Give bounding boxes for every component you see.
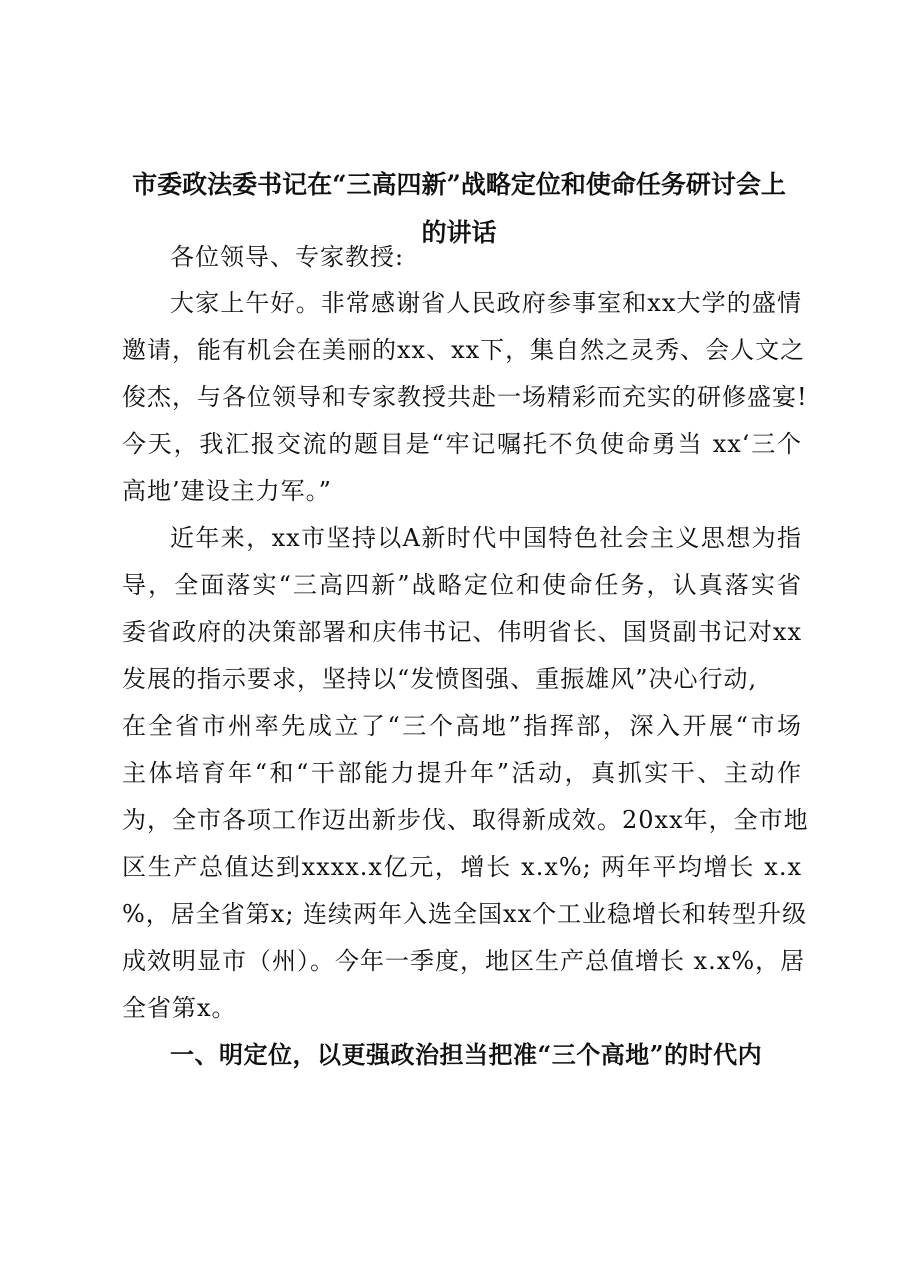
paragraph-1-line-2: 邀请，能有机会在美丽的xx、xx下，集自然之灵秀、会人文之 (122, 336, 806, 364)
paragraph-1-line-3: 俊杰，与各位领导和专家教授共赴一场精彩而充实的研修盛宴! (122, 383, 808, 411)
paragraph-2-line-4: 发展的指示要求，坚持以“发愤图强、重振雄风”决心行动, (122, 665, 758, 693)
paragraph-2-line-1: 近年来，xx市坚持以A新时代中国特色社会主义思想为指 (170, 524, 802, 552)
document-title-line-1: 市委政法委书记在“三高四新”战略定位和使命任务研讨会上 (132, 170, 786, 199)
paragraph-2-line-2: 导，全面落实“三高四新”战略定位和使命任务，认真落实省 (122, 571, 802, 599)
paragraph-2-line-10: 成效明显市（州）。今年一季度，地区生产总值增长 x.x%，居 (122, 947, 806, 975)
paragraph-2-line-9: %，居全省第x; 连续两年入选全国xx个工业稳增长和转型升级 (122, 900, 808, 928)
salutation: 各位领导、专家教授: (170, 243, 405, 271)
paragraph-2-line-7: 为，全市各项工作迈出新步伐、取得新成效。20xx年，全市地 (122, 806, 809, 834)
paragraph-1-line-5: 高地’建设主力军。” (122, 477, 332, 505)
paragraph-1-line-1: 大家上午好。非常感谢省人民政府参事室和xx大学的盛情 (170, 289, 802, 317)
section-heading-1: 一、明定位，以更强政治担当把准“三个高地”的时代内 (170, 1040, 763, 1069)
paragraph-2-line-8: 区生产总值达到xxxx.x亿元，增长 x.x%; 两年平均增长 x.x (122, 853, 802, 881)
paragraph-2-line-5: 在全省市州率先成立了“三个高地”指挥部，深入开展“市场 (122, 712, 802, 740)
paragraph-2-line-11: 全省第x。 (122, 994, 237, 1022)
paragraph-1-line-4: 今天，我汇报交流的题目是“牢记嘱托不负使命勇当 xx‘三个 (122, 430, 802, 458)
document-title-line-2: 的讲话 (421, 218, 497, 247)
paragraph-2-line-3: 委省政府的决策部署和庆伟书记、伟明省长、国贤副书记对xx (122, 618, 802, 646)
paragraph-2-line-6: 主体培育年“和“干部能力提升年”活动，真抓实干、主动作 (122, 759, 802, 787)
